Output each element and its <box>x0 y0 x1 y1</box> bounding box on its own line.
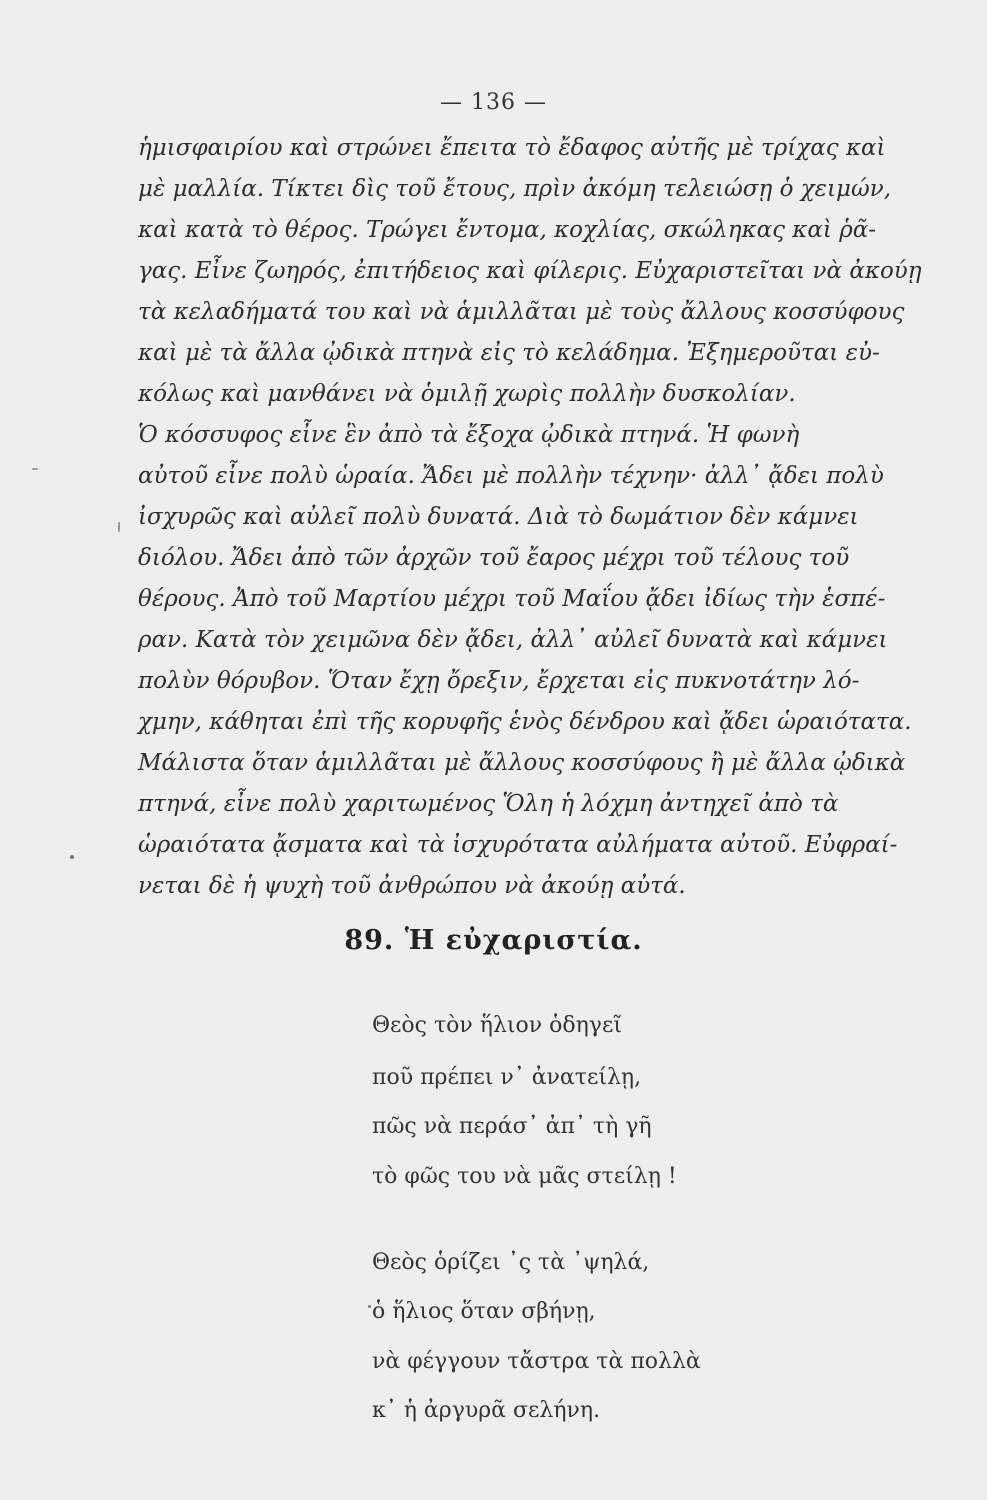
prose-line: καὶ κατὰ τὸ θέρος. Τρώγει ἔντομα, κοχλίας, σκώληκας καὶ ῥᾶ- <box>138 217 877 243</box>
prose-line: τὰ κελαδήματά του καὶ νὰ ἁμιλλᾶται μὲ τοὺς ἄλλους κοσσύφους <box>138 299 905 325</box>
paper-speck <box>32 468 38 470</box>
prose-line: χμην, κάθηται ἐπὶ τῆς κορυφῆς ἑνὸς δένδρου καὶ ᾄδει ὡραιότατα. <box>138 709 912 735</box>
prose-line: ἡμισφαιρίου καὶ στρώνει ἔπειτα τὸ ἔδαφος αὐτῆς μὲ τρίχας καὶ <box>138 135 886 161</box>
prose-line: πτηνά, εἶνε πολὺ χαριτωμένος Ὅλη ἡ λόχμη ἀντηχεῖ ἀπὸ τὰ <box>138 791 839 817</box>
poem-line: τὸ φῶς του νὰ μᾶς στείλῃ ! <box>372 1164 677 1189</box>
prose-line: θέρους. Ἀπὸ τοῦ Μαρτίου μέχρι τοῦ Μαΐου ᾄδει ἰδίως τὴν ἑσπέ- <box>138 586 886 612</box>
paper-speck <box>368 1305 371 1308</box>
poem-line: νὰ φέγγουν τἄστρα τὰ πολλὰ <box>372 1349 701 1374</box>
page-number: — 136 — <box>440 90 547 115</box>
prose-line: ὡραιότατα ᾄσματα καὶ τὰ ἰσχυρότατα αὐλήματα αὐτοῦ. Εὐφραί- <box>138 832 898 858</box>
paper-speck <box>70 855 74 859</box>
poem-line: ποῦ πρέπει ν᾿ ἀνατείλῃ, <box>372 1065 642 1090</box>
prose-line: ραν. Κατὰ τὸν χειμῶνα δὲν ᾄδει, ἀλλ᾿ αὐλεῖ δυνατὰ καὶ κάμνει <box>138 627 888 653</box>
prose-line: νεται δὲ ἡ ψυχὴ τοῦ ἀνθρώπου νὰ ἀκούῃ αὐτά. <box>138 873 686 899</box>
prose-line: μὲ μαλλία. Τίκτει δὶς τοῦ ἔτους, πρὶν ἀκόμη τελειώσῃ ὁ χειμών, <box>138 176 892 202</box>
prose-line: ἰσχυρῶς καὶ αὐλεῖ πολὺ δυνατά. Διὰ τὸ δωμάτιον δὲν κάμνει <box>138 504 859 530</box>
prose-line: κόλως καὶ μανθάνει νὰ ὁμιλῇ χωρὶς πολλὴν δυσκολίαν. <box>138 381 796 407</box>
poem-line: Θεὸς ὁρίζει ᾿ς τὰ ᾿ψηλά, <box>372 1250 650 1275</box>
poem-line: πῶς νὰ περάσ᾿ ἀπ᾿ τὴ γῆ <box>372 1114 652 1139</box>
section-heading: 89. Ἡ εὐχαριστία. <box>344 925 643 956</box>
prose-line: πολὺν θόρυβον. Ὅταν ἔχῃ ὄρεξιν, ἔρχεται εἰς πυκνοτάτην λό- <box>138 668 860 694</box>
poem-line: κ᾿ ἡ ἀργυρᾶ σελήνη. <box>372 1398 601 1423</box>
prose-line: γας. Εἶνε ζωηρός, ἐπιτήδειος καὶ φίλερις. Εὐχαριστεῖται νὰ ἀκούῃ <box>138 258 922 284</box>
poem-line: Θεὸς τὸν ἥλιον ὁδηγεῖ <box>372 1013 622 1038</box>
prose-line: Μάλιστα ὅταν ἁμιλλᾶται μὲ ἄλλους κοσσύφους ἢ μὲ ἄλλα ᾠδικὰ <box>138 750 906 776</box>
prose-line: Ὁ κόσσυφος εἶνε ἓν ἀπὸ τὰ ἔξοχα ᾠδικὰ πτηνά. Ἡ φωνὴ <box>138 422 800 448</box>
prose-line: διόλου. Ἄδει ἀπὸ τῶν ἀρχῶν τοῦ ἔαρος μέχρι τοῦ τέλους τοῦ <box>138 545 850 571</box>
paper-speck <box>118 522 120 532</box>
prose-line: αὐτοῦ εἶνε πολὺ ὡραία. Ἄδει μὲ πολλὴν τέχνην· ἀλλ᾿ ᾄδει πολὺ <box>138 463 884 489</box>
prose-line: καὶ μὲ τὰ ἄλλα ᾠδικὰ πτηνὰ εἰς τὸ κελάδημα. Ἐξημεροῦται εὐ- <box>138 340 880 366</box>
poem-line: ὁ ἥλιος ὅταν σβήνῃ, <box>372 1299 596 1324</box>
